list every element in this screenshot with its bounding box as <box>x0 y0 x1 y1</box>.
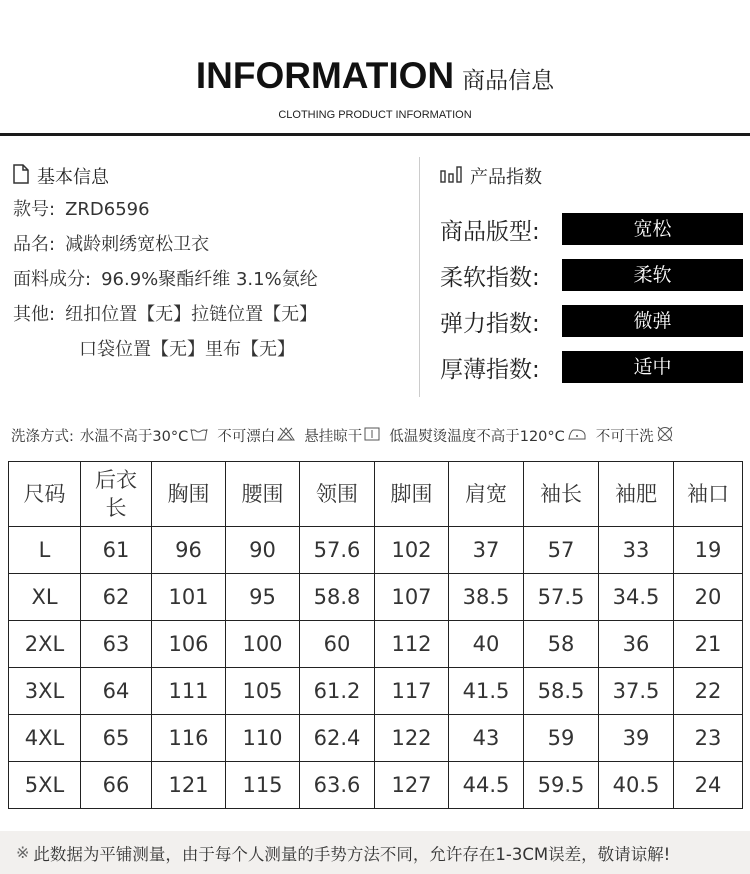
info-label: 面料成分: <box>13 269 92 290</box>
product-index-heading <box>440 160 745 192</box>
header-cell: 袖长 <box>524 462 599 527</box>
table-cell: 107 <box>375 574 449 621</box>
wash-item-text: 水温不高于30°C <box>79 429 189 445</box>
title-chinese: 商品信息 <box>462 68 555 94</box>
wash-tub-icon <box>188 427 208 445</box>
title-row <box>0 55 750 97</box>
index-value-badge: 宽松 <box>562 213 743 245</box>
info-label: 品名: <box>13 234 56 255</box>
table-cell: 110 <box>226 715 300 762</box>
info-value: 减龄刺绣宽松卫衣 <box>65 234 210 255</box>
table-cell: 21 <box>674 621 743 668</box>
index-label: 弹力指数: <box>440 310 540 337</box>
asterisk-icon: ※ <box>16 843 30 862</box>
table-row <box>9 715 743 762</box>
table-cell: 41.5 <box>449 668 524 715</box>
info-label: 其他: <box>13 304 56 325</box>
table-cell: 43 <box>449 715 524 762</box>
header-cell: 腰围 <box>226 462 300 527</box>
table-cell: 60 <box>300 621 375 668</box>
info-line-fabric <box>13 262 413 297</box>
index-value-badge: 微弹 <box>562 305 743 337</box>
table-cell: 23 <box>674 715 743 762</box>
wash-item-text: 悬挂晾干 <box>304 429 363 445</box>
index-label: 商品版型: <box>440 218 540 245</box>
table-cell: 59 <box>524 715 599 762</box>
table-cell: 40.5 <box>599 762 674 809</box>
table-cell: 62 <box>81 574 152 621</box>
title-english: INFORMATION <box>195 55 455 96</box>
table-cell: 58 <box>524 621 599 668</box>
header-cell: 脚围 <box>375 462 449 527</box>
table-cell: 24 <box>674 762 743 809</box>
iron-low-icon <box>565 427 587 445</box>
header-cell: 肩宽 <box>449 462 524 527</box>
page-header <box>0 55 750 121</box>
index-row-thickness <box>440 344 745 390</box>
table-cell: 34.5 <box>599 574 674 621</box>
info-line-style-no <box>13 192 413 227</box>
table-cell: 57.6 <box>300 527 375 574</box>
bar-chart-icon <box>440 165 470 188</box>
table-cell: 57 <box>524 527 599 574</box>
wash-item <box>389 425 587 446</box>
index-value-badge: 柔软 <box>562 259 743 291</box>
no-bleach-icon <box>275 427 295 445</box>
table-row <box>9 668 743 715</box>
table-cell: 40 <box>449 621 524 668</box>
table-cell: 106 <box>152 621 226 668</box>
table-cell: 61.2 <box>300 668 375 715</box>
size-table <box>8 461 743 809</box>
wash-instructions <box>11 425 750 446</box>
table-cell: 2XL <box>9 621 81 668</box>
table-row <box>9 762 743 809</box>
document-icon <box>13 164 37 189</box>
table-cell: 63.6 <box>300 762 375 809</box>
section-divider <box>419 157 420 397</box>
table-cell: 20 <box>674 574 743 621</box>
info-line-name <box>13 227 413 262</box>
wash-prefix: 洗涤方式: <box>11 429 74 445</box>
subtitle: CLOTHING PRODUCT INFORMATION <box>278 109 472 121</box>
table-cell: 121 <box>152 762 226 809</box>
size-table-header <box>9 462 743 527</box>
table-cell: 102 <box>375 527 449 574</box>
index-value-badge: 适中 <box>562 351 743 383</box>
basic-info-section <box>13 160 413 367</box>
table-cell: 90 <box>226 527 300 574</box>
header-divider <box>0 133 750 136</box>
table-row <box>9 574 743 621</box>
info-value: ZRD6596 <box>65 199 150 220</box>
table-row <box>9 621 743 668</box>
index-row-fit <box>440 206 745 252</box>
footer-text: 此数据为平铺测量，由于每个人测量的手势方法不同，允许存在1-3CM误差，敬请谅解! <box>33 844 671 864</box>
header-cell: 尺码 <box>9 462 81 527</box>
index-label: 厚薄指数: <box>440 356 540 383</box>
index-row-softness <box>440 252 745 298</box>
table-cell: 95 <box>226 574 300 621</box>
table-cell: 61 <box>81 527 152 574</box>
table-cell: 96 <box>152 527 226 574</box>
table-cell: 122 <box>375 715 449 762</box>
header-cell <box>81 462 152 527</box>
table-row <box>9 527 743 574</box>
basic-info-heading-text: 基本信息 <box>37 167 109 188</box>
header-cell-text: 后衣长 <box>95 468 137 520</box>
table-cell: 44.5 <box>449 762 524 809</box>
table-cell: XL <box>9 574 81 621</box>
table-cell: 38.5 <box>449 574 524 621</box>
table-cell: 127 <box>375 762 449 809</box>
product-index-heading-text: 产品指数 <box>470 167 542 188</box>
wash-item <box>596 425 674 446</box>
table-cell: 105 <box>226 668 300 715</box>
table-cell: 59.5 <box>524 762 599 809</box>
index-row-elasticity <box>440 298 745 344</box>
table-cell: 58.8 <box>300 574 375 621</box>
index-label: 柔软指数: <box>440 264 540 291</box>
table-cell: 37.5 <box>599 668 674 715</box>
wash-item-text: 不可漂白 <box>217 429 276 445</box>
table-cell: 63 <box>81 621 152 668</box>
table-cell: 3XL <box>9 668 81 715</box>
hang-dry-icon <box>362 427 380 445</box>
table-cell: 37 <box>449 527 524 574</box>
info-value: 纽扣位置【无】拉链位置【无】 <box>65 304 318 325</box>
product-index-section <box>440 160 745 390</box>
table-cell: 39 <box>599 715 674 762</box>
footer-note <box>0 831 750 874</box>
table-cell: 19 <box>674 527 743 574</box>
table-cell: 116 <box>152 715 226 762</box>
table-cell: 112 <box>375 621 449 668</box>
info-label: 款号: <box>13 199 56 220</box>
table-cell: 22 <box>674 668 743 715</box>
table-cell: 57.5 <box>524 574 599 621</box>
info-value: 96.9%聚酯纤维 3.1%氨纶 <box>101 269 318 290</box>
table-cell: 62.4 <box>300 715 375 762</box>
table-cell: 100 <box>226 621 300 668</box>
wash-item <box>80 425 208 446</box>
wash-item-text: 低温熨烫温度不高于120°C <box>389 429 565 445</box>
basic-info-heading <box>13 160 413 192</box>
info-line-other <box>13 297 413 332</box>
info-line-other-continued: 口袋位置【无】里布【无】 <box>79 339 295 360</box>
table-cell: 5XL <box>9 762 81 809</box>
table-cell: 33 <box>599 527 674 574</box>
table-cell: 65 <box>81 715 152 762</box>
header-cell: 胸围 <box>152 462 226 527</box>
header-cell: 袖肥 <box>599 462 674 527</box>
no-dry-clean-icon <box>654 426 674 446</box>
wash-item <box>304 425 380 446</box>
table-cell: 117 <box>375 668 449 715</box>
header-cell: 领围 <box>300 462 375 527</box>
table-cell: 101 <box>152 574 226 621</box>
header-cell: 袖口 <box>674 462 743 527</box>
table-cell: 111 <box>152 668 226 715</box>
size-table-body <box>9 527 743 809</box>
table-cell: 66 <box>81 762 152 809</box>
table-cell: L <box>9 527 81 574</box>
table-cell: 36 <box>599 621 674 668</box>
table-cell: 64 <box>81 668 152 715</box>
table-cell: 115 <box>226 762 300 809</box>
table-cell: 4XL <box>9 715 81 762</box>
table-cell: 58.5 <box>524 668 599 715</box>
wash-item-text: 不可干洗 <box>595 429 654 445</box>
wash-item <box>217 425 295 446</box>
